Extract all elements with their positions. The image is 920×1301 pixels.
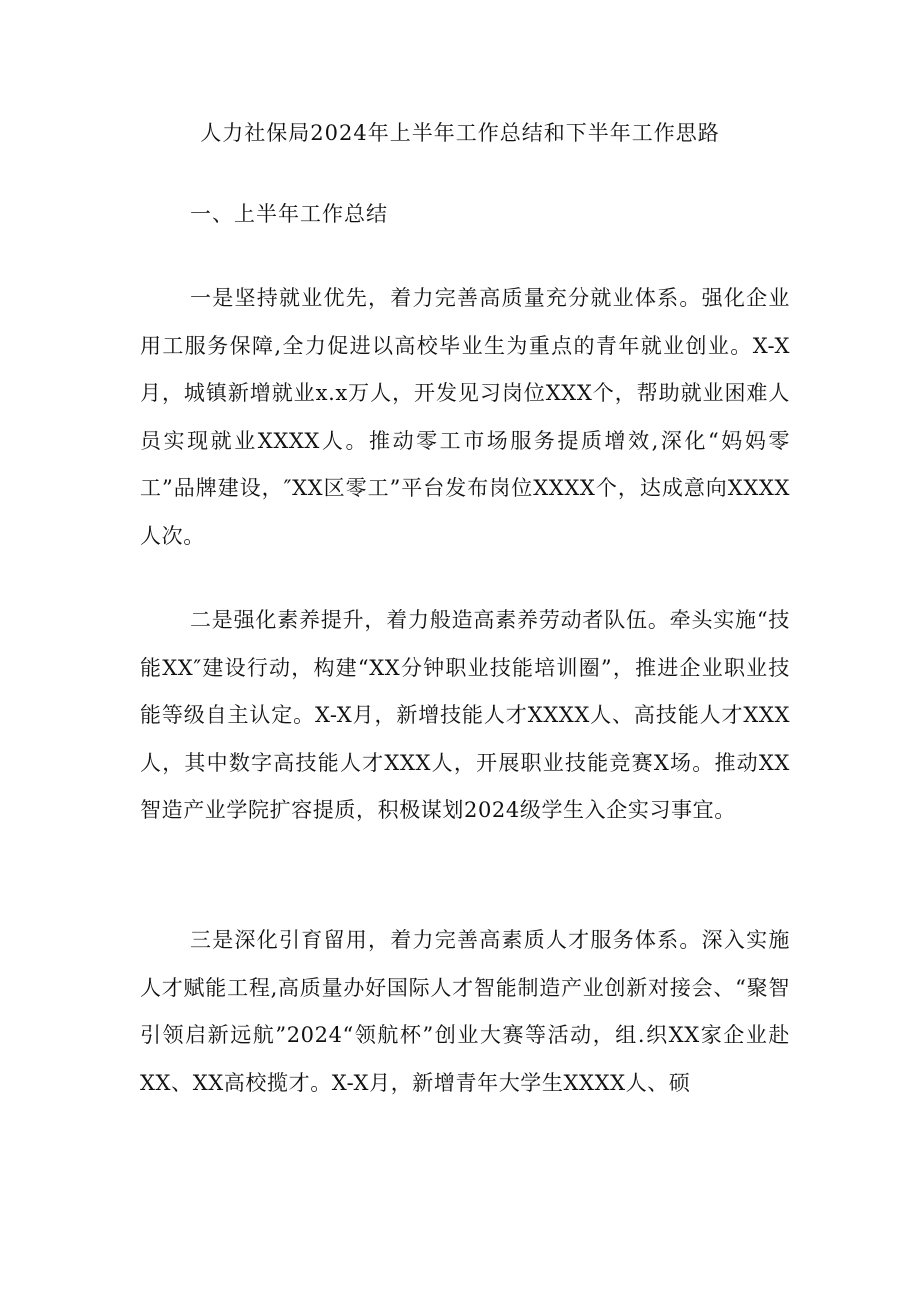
paragraph-skills: 二是强化素养提升，着力般造高素养劳动者队伍。牵头实施“技能XX″建设行动，构建“XX分钟职业技能培训圈”，推进企业职业技能等级自主认定。X-X月，新增技能人才XXXX人、高技能人才XXX人，其中数字高技能人才XXX人，开展职业技能竞赛X场。推动XX智造产业学院扩容提质，积极谋划2024级学生入企实习事宜。 [140, 608, 790, 822]
section-heading: 一、上半年工作总结 [190, 202, 388, 226]
paragraph-employment: 一是坚持就业优先，着力完善高质量充分就业体系。强化企业用工服务保障,全力促进以高校毕业生为重点的青年就业创业。X-X月，城镇新增就业x.x万人，开发见习岗位XXX个，帮助就业困难人员实现就业XXXX人。推动零工市场服务提质增效,深化“妈妈零工”品牌建设，″XX区零工”平台发布岗位XXXX个，达成意向XXXX人次。 [140, 286, 790, 548]
document-title: 人力社保局2024年上半年工作总结和下半年工作思路 [200, 121, 720, 145]
paragraph-talent: 三是深化引育留用，着力完善高素质人才服务体系。深入实施人才赋能工程,高质量办好国际人才智能制造产业创新对接会、“聚智引领启新远航”2024“领航杯”创业大赛等活动，组.织XX家企业赴XX、XX高校揽才。X-X月，新增青年大学生XXXX人、硕 [140, 928, 790, 1095]
